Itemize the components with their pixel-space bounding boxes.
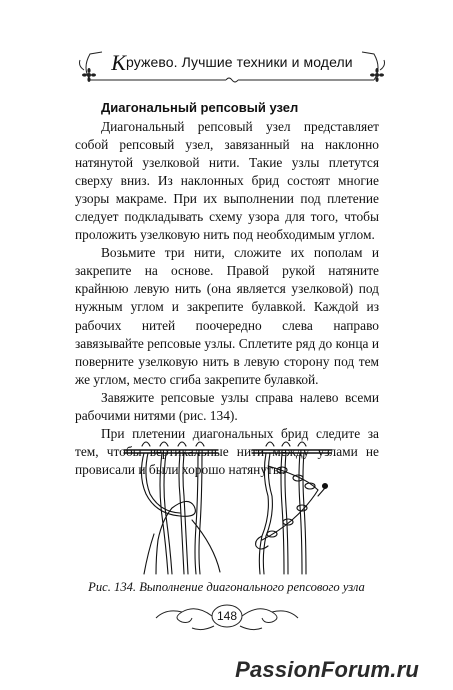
paragraph-4: При плетении диагональных брид следите за тем, чтобы вертикальные нити между узлами не провисали и были хорошо натянуты. — [75, 425, 379, 477]
paragraph-2: Возьмите три нити, сложите их пополам и закрепите на основе. Правой рукой натяните крайнюю левую нить (она является узелковой) под нужным углом и закрепите булавкой. Каждой из рабочих нитей поочередно слева направо завязывайте репсовые узлы. Сплетите ряд до конца и поверните узелковую нить в левую сторону под тем же углом, место сгиба закрепите булавкой. — [75, 245, 379, 387]
paragraph-3: Завяжите репсовые узлы справа налево всеми рабочими нитями (рис. 134). — [75, 389, 379, 423]
header-title-text: ружево. Лучшие техники и модели — [126, 54, 353, 70]
paragraph-1: Диагональный репсовый узел представляет собой репсовый узел, завязанный на наклонно натянутой узелковой нити. Такие узлы плетутся сверху вниз. Из наклонных брид состоят многие узоры макраме. При их выполнении под плетение следует подкладывать схему узора для того, чтобы проложить узелковую нить под необходимым углом. — [75, 119, 379, 243]
section-title: Диагональный репсовый узел — [101, 100, 299, 115]
macrame-knot-illustration — [122, 436, 332, 576]
header-title — [82, 50, 382, 75]
page-number: 148 — [216, 609, 238, 623]
figure-caption: Рис. 134. Выполнение диагонального репсового узла — [88, 580, 365, 594]
right-flower-icon — [370, 68, 384, 82]
running-header — [82, 46, 382, 86]
header-title-initial: К — [111, 50, 127, 75]
article-body — [75, 99, 379, 479]
left-flower-icon — [82, 68, 96, 82]
watermark: PassionForum.ru — [235, 657, 419, 682]
